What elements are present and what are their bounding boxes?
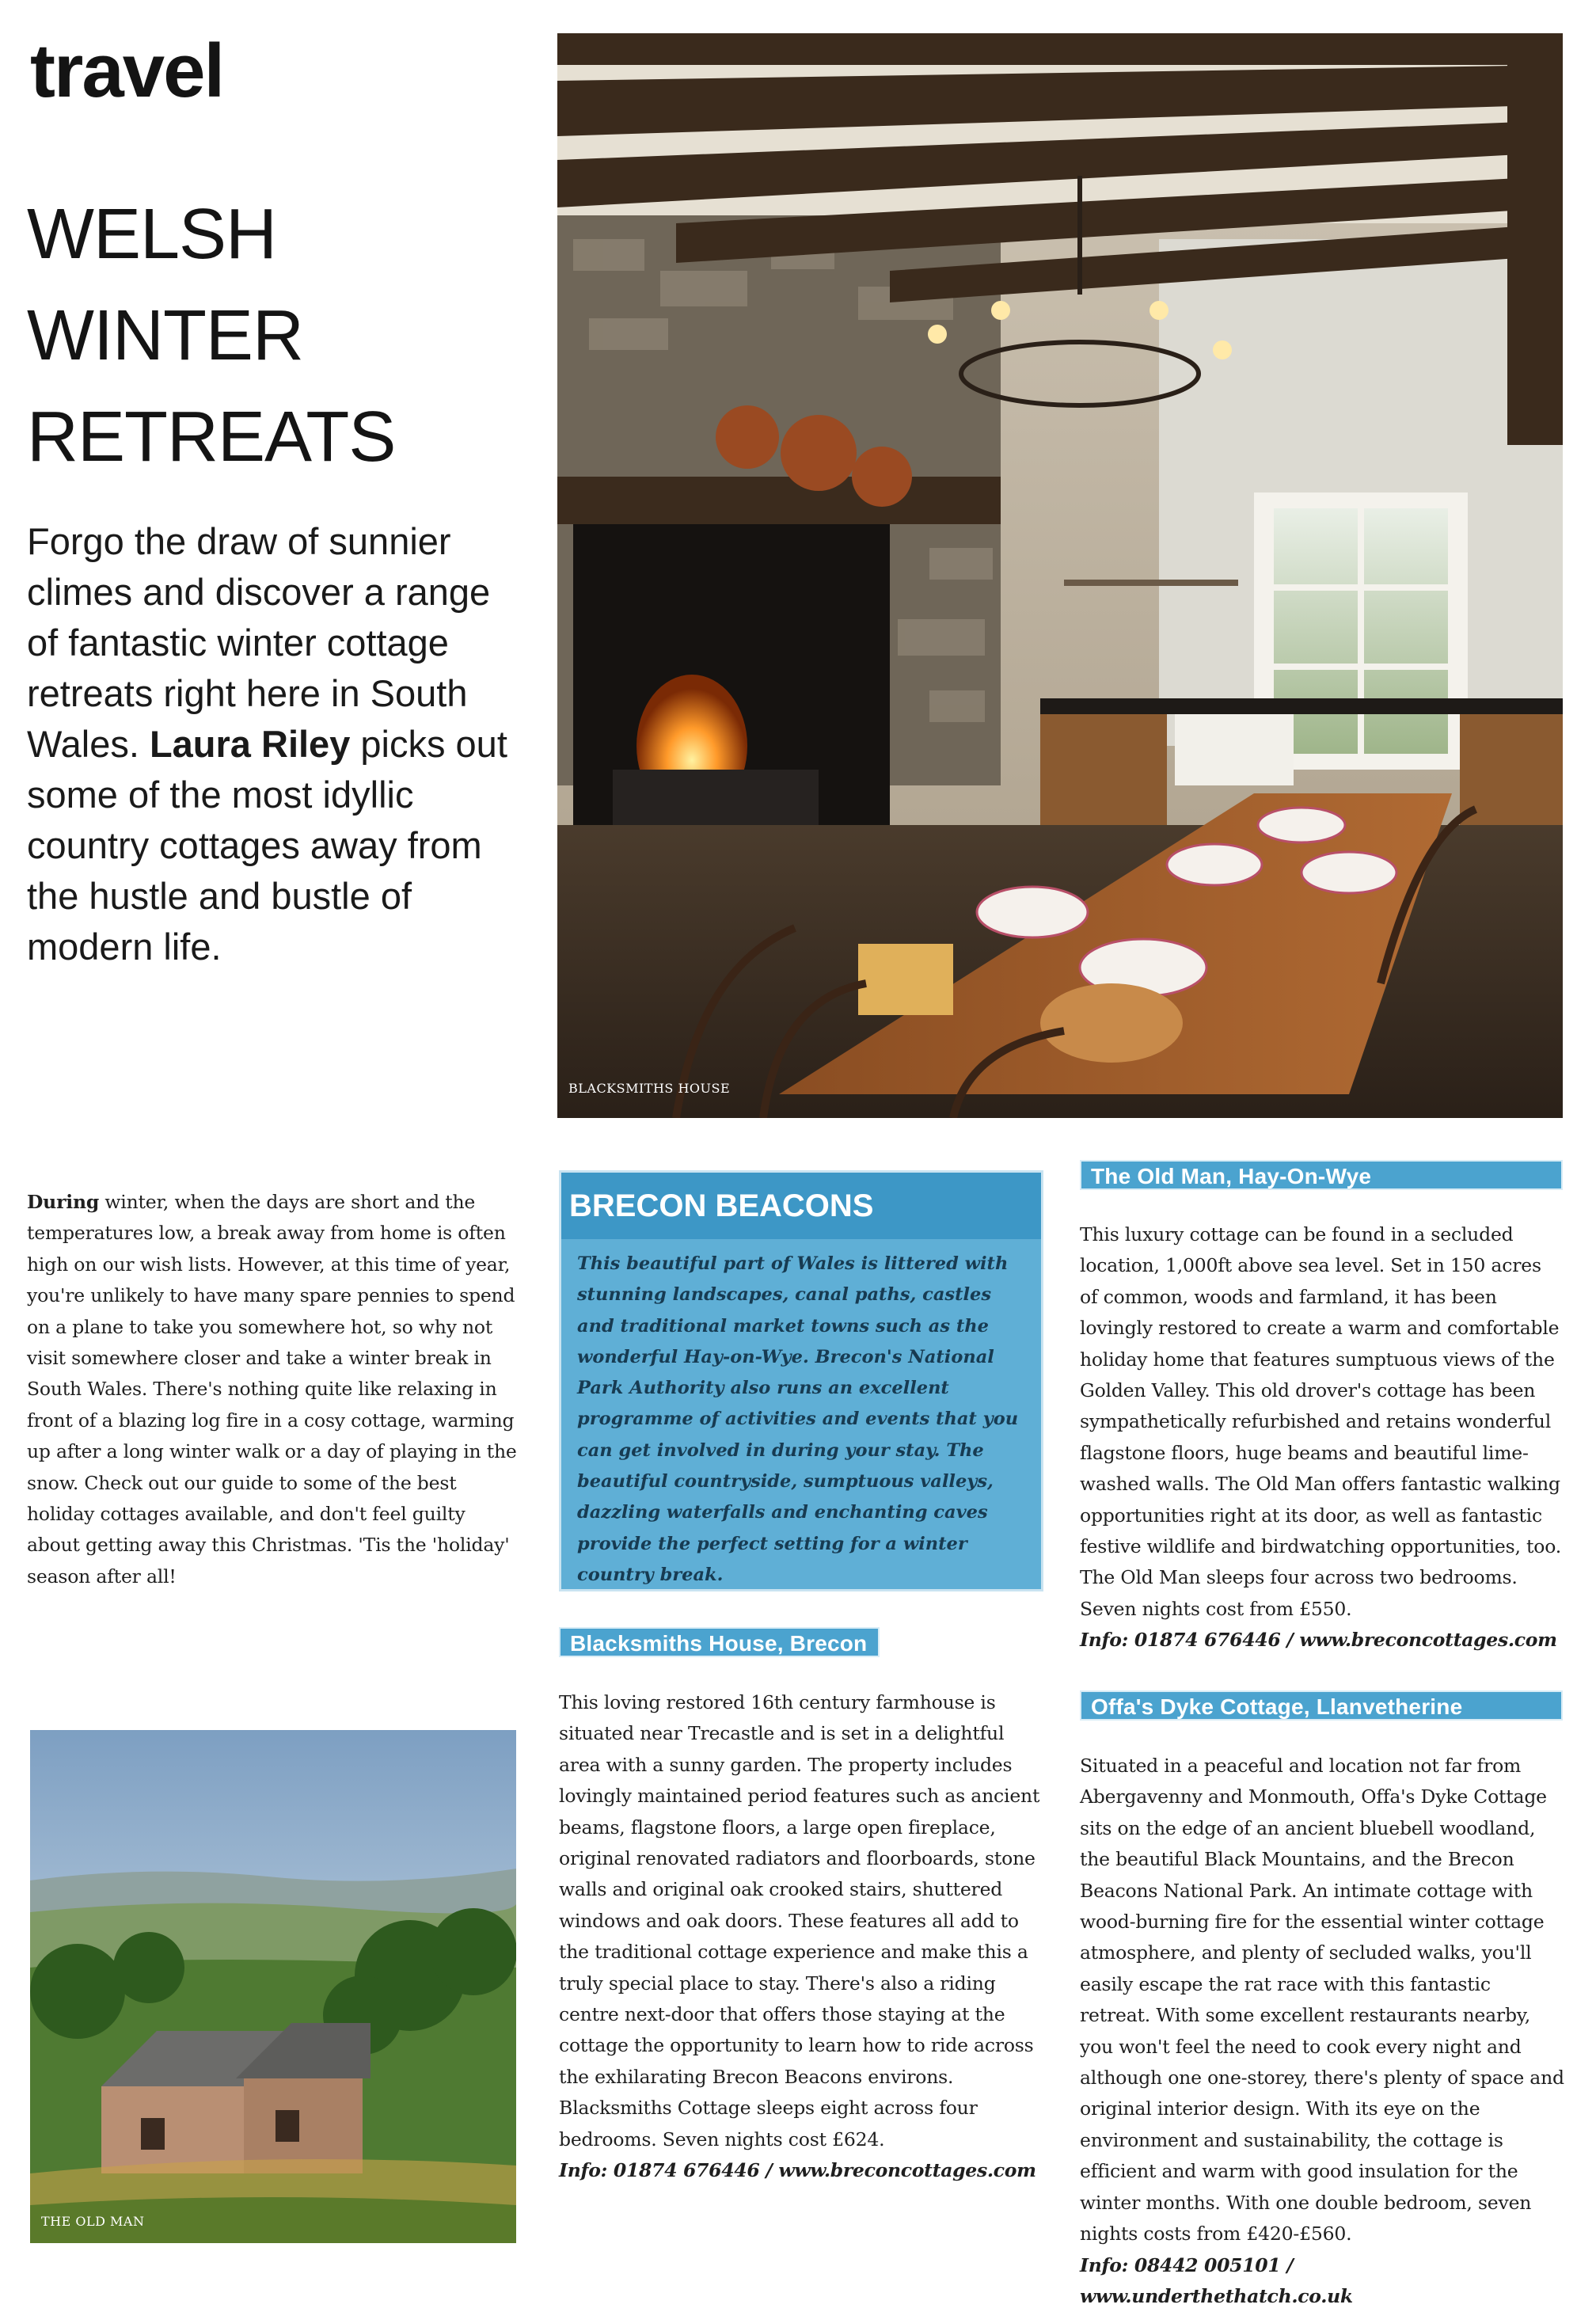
headline-line: RETREATS — [27, 386, 395, 488]
headline-line: WINTER — [27, 285, 395, 386]
headline-line: WELSH — [27, 184, 395, 285]
offas-dyke-article — [1080, 1751, 1564, 2312]
hero-image — [557, 33, 1563, 1118]
brecon-beacons-box — [559, 1170, 1043, 1591]
lead-dropcap-word: During — [27, 1191, 99, 1213]
intro-text-end: picks out some of the most idyllic country cottages away from the hustle and bustle of modern life. — [27, 723, 507, 968]
offas-dyke-info: Info: 08442 005101 / www.underthethatch.co.uk — [1080, 2250, 1564, 2312]
offas-dyke-title: Offa's Dyke Cottage, Llanvetherine — [1080, 1690, 1563, 1721]
blacksmiths-title: Blacksmiths House, Brecon — [559, 1627, 880, 1657]
section-label: travel — [30, 33, 223, 109]
old-man-info: Info: 01874 676446 / www.breconcottages.com — [1080, 1625, 1564, 1656]
hero-caption: BLACKSMITHS HOUSE — [568, 1081, 730, 1096]
old-man-caption: THE OLD MAN — [41, 2214, 144, 2229]
old-man-article — [1080, 1219, 1564, 1656]
blacksmiths-article — [559, 1687, 1043, 2187]
offas-dyke-text: Situated in a peaceful and location not far from Abergavenny and Monmouth, Offa's Dyke Cottage sits on the edge of an ancient bluebell woodland, the beautiful Black Mountains, and the Brecon Beacons National Park. An intimate cottage with wood-burning fire for the essential winter cottage atmosphere, and plenty of secluded walks, you'll easily escape the rat race with this fantastic retreat. With some excellent restaurants nearby, you won't feel the need to cook every night and although one one-storey, there's plenty of space and original interior design. With its eye on the environment and sustainability, the cottage is efficient and warm with good insulation for the winter months. With one double bedroom, seven nights costs from £420-£560. — [1080, 1751, 1564, 2250]
old-man-text: This luxury cottage can be found in a secluded location, 1,000ft above sea level. Set in 150 acres of common, woods and farmland, it has been lovingly restored to create a warm and comfortable holiday home that features sumptuous views of the Golden Valley. This old drover's cottage has been sympathetically refurbished and retains wonderful flagstone floors, huge beams and beautiful lime-washed walls. The Old Man offers fantastic walking opportunities right at its door, as well as fantastic festive wildlife and birdwatching opportunities, too. The Old Man sleeps four across two bedrooms. Seven nights cost from £550. — [1080, 1219, 1564, 1625]
lead-article-text: winter, when the days are short and the temperatures low, a break away from home is often high on our wish lists. However, at this time of year, you're unlikely to have many spare pennies to spend on a plane to take you somewhere hot, so why not visit somewhere closer and take a winter break in South Wales. There's nothing quite like relaxing in front of a blazing log fire in a cosy cottage, warming up after a long winter walk or a day of playing in the snow. Check out our guide to some of the best holiday cottages available, and don't feel guilty about getting away this Christmas. 'Tis the 'holiday' season after all! — [27, 1191, 517, 1588]
intro-author: Laura Riley — [150, 723, 350, 765]
brecon-box-title: BRECON BEACONS — [561, 1173, 1041, 1239]
blacksmiths-info: Info: 01874 676446 / www.breconcottages.com — [559, 2155, 1043, 2186]
kitchen-illustration — [557, 33, 1563, 1118]
intro-standfirst — [27, 516, 518, 972]
blacksmiths-text: This loving restored 16th century farmhouse is situated near Trecastle and is set in a delightful area with a sunny garden. The property includes lovingly maintained period features such as ancient beams, flagstone floors, a large open fireplace, original renovated radiators and floorboards, stone walls and original oak crooked stairs, shuttered windows and oak doors. These features all add to the traditional cottage experience and make this a truly special place to stay. There's also a riding centre next-door that offers those staying at the cottage the opportunity to learn how to ride across the exhilarating Brecon Beacons environs. Blacksmiths Cottage sleeps eight across four bedrooms. Seven nights cost £624. — [559, 1687, 1043, 2155]
old-man-title: The Old Man, Hay-On-Wye — [1080, 1160, 1563, 1190]
cottage-landscape-illustration — [30, 1730, 516, 2243]
lead-article — [27, 1187, 518, 1592]
old-man-image — [30, 1730, 516, 2243]
intro-text: Forgo the draw of sunnier climes and discover a range of fantastic winter cottage retreats right here in South Wales. — [27, 520, 490, 765]
headline — [27, 184, 395, 488]
brecon-box-text: This beautiful part of Wales is littered with stunning landscapes, canal paths, castles and traditional market towns such as the wonderful Hay-on-Wye. Brecon's National Park Authority also runs an excellent programme of activities and events that you can get involved in during your stay. The beautiful countryside, sumptuous valleys, dazzling waterfalls and enchanting caves provide the perfect setting for a winter country break. — [577, 1249, 1025, 1591]
